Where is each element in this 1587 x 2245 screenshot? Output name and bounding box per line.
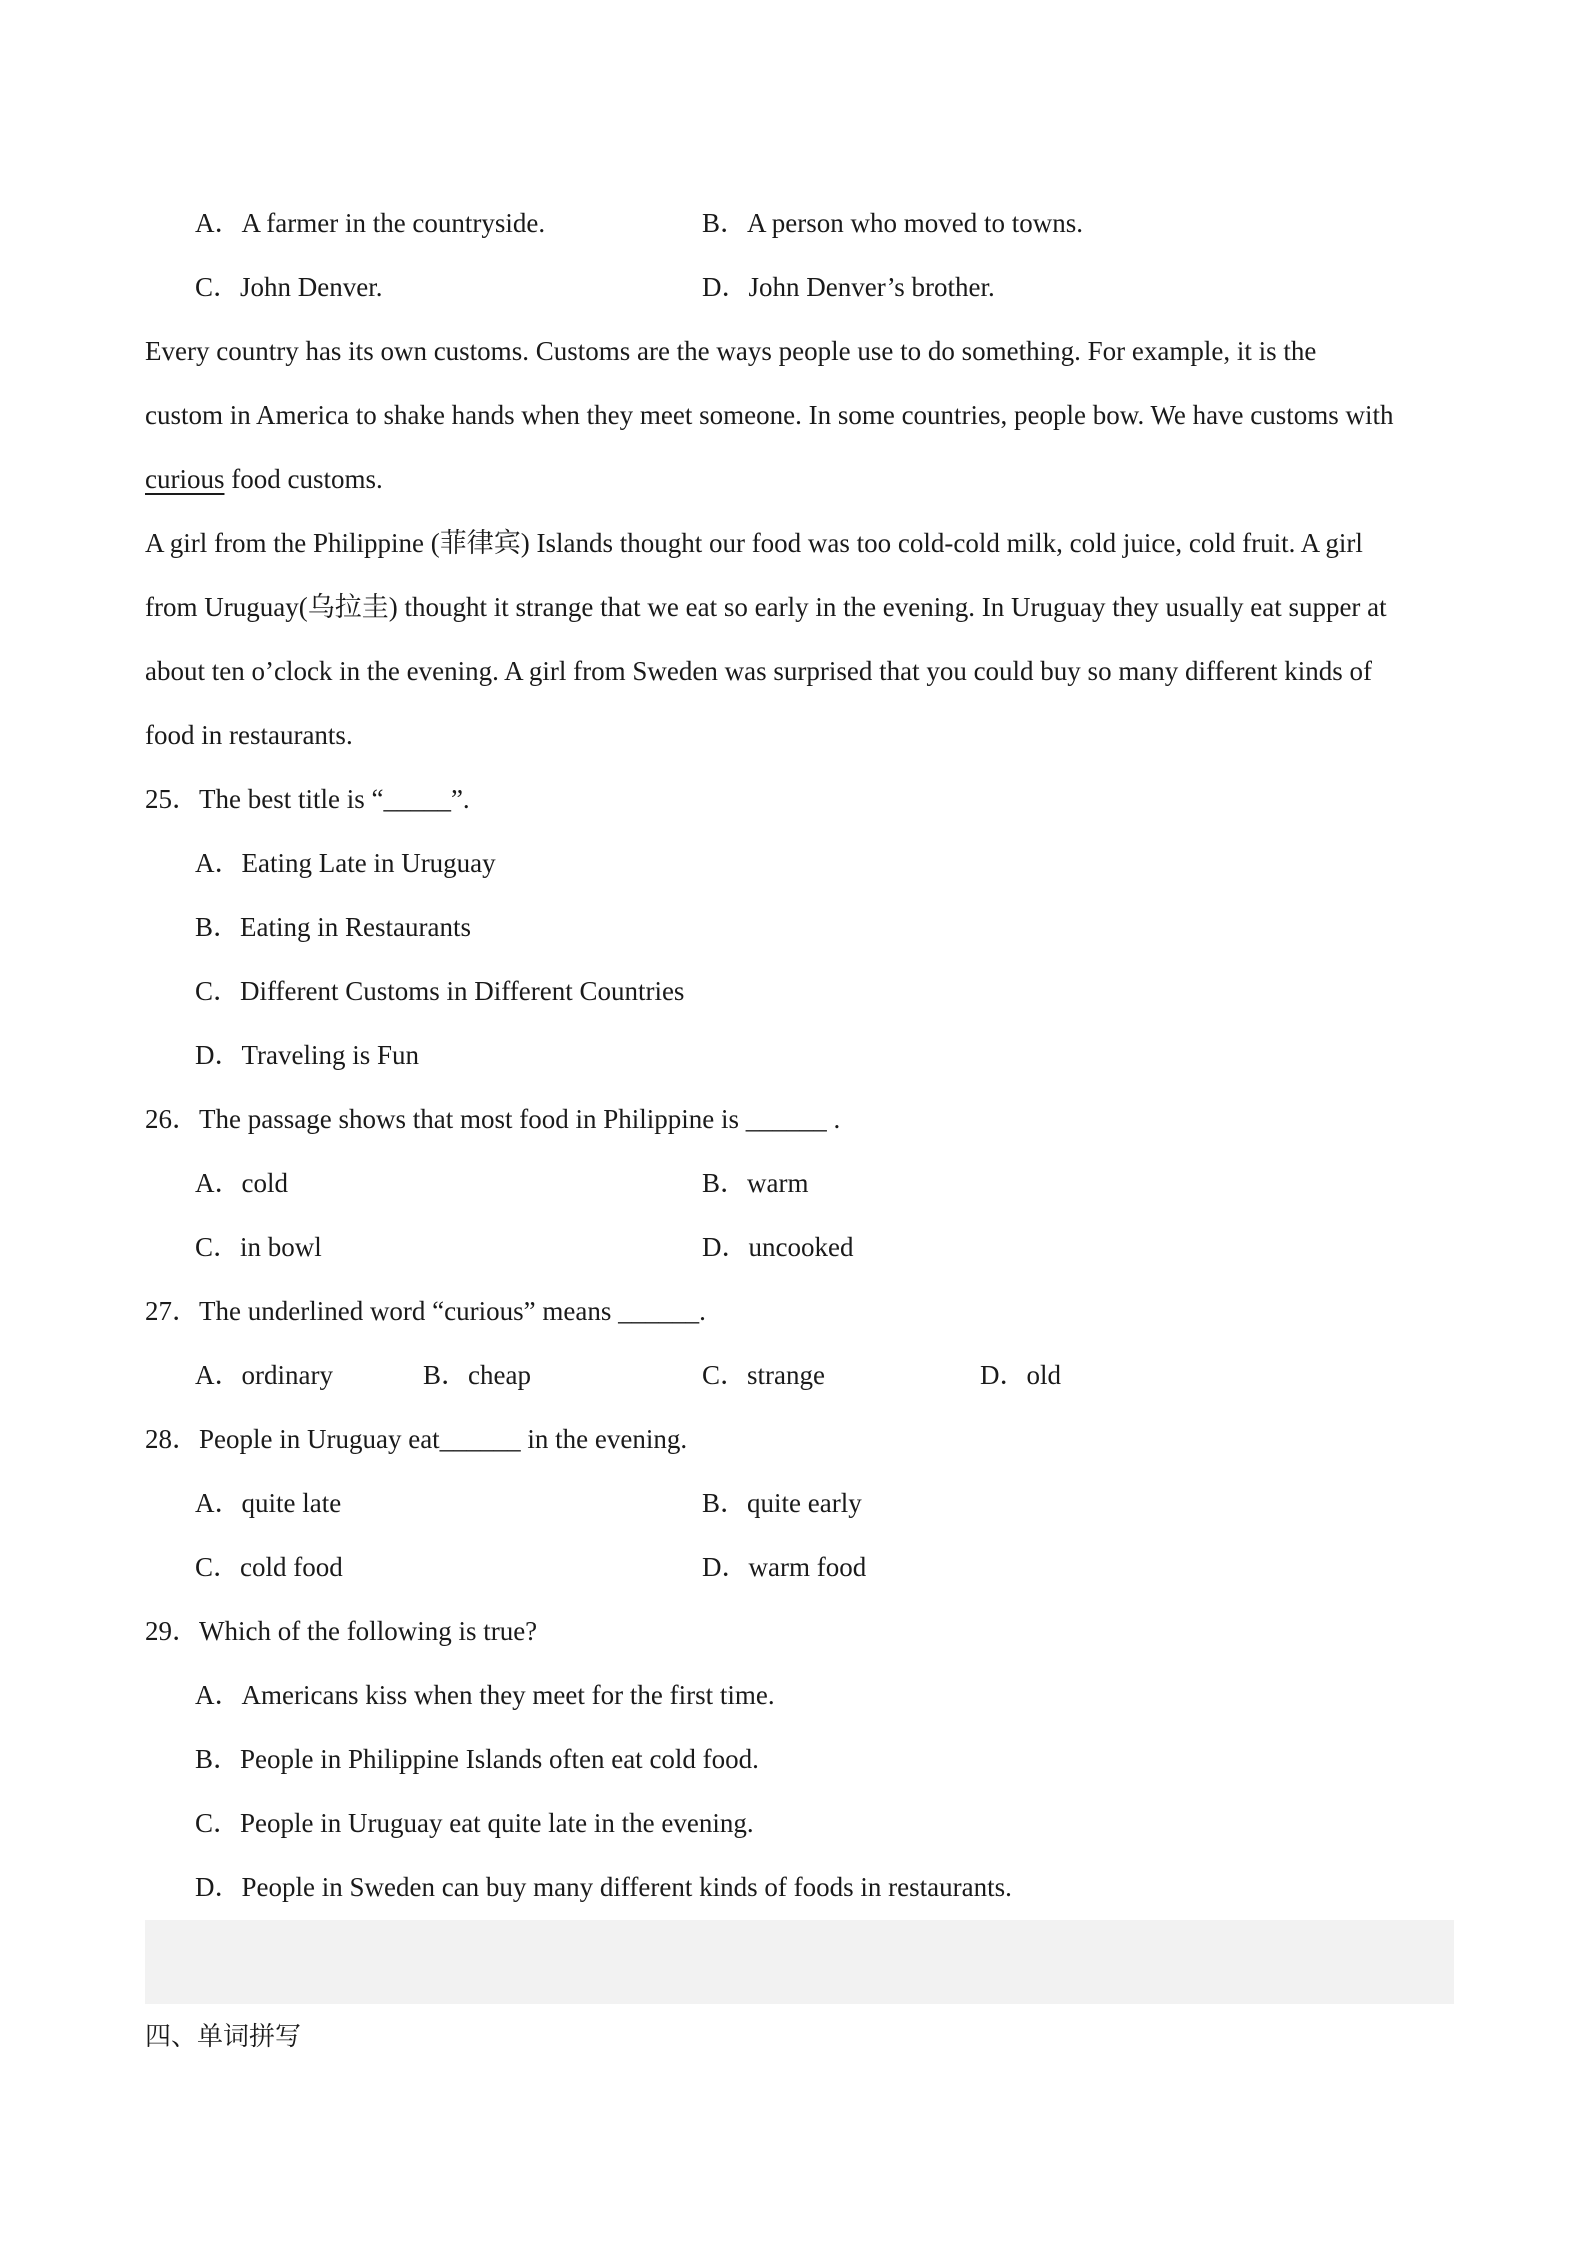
passage-paragraph2-line1: A girl from the Philippine (菲律宾) Islands thought our food was too cold-cold milk, cold juice, cold fruit. A girl [145, 528, 1363, 558]
passage-paragraph2-line3: about ten o’clock in the evening. A girl from Sweden was surprised that you could buy so many different kinds of [145, 656, 1373, 686]
q27-option-a: A．ordinary [195, 1360, 333, 1390]
q25-option-d: D．Traveling is Fun [195, 1040, 420, 1070]
q27-option-d: D．old [980, 1360, 1061, 1390]
q25-option-c: C．Different Customs in Different Countries [195, 976, 685, 1006]
q26-option-a: A．cold [195, 1168, 288, 1198]
q29-option-d: D．People in Sweden can buy many different kinds of foods in restaurants. [195, 1872, 1012, 1902]
passage-paragraph1-line3 [145, 462, 383, 496]
q26-stem: 26．The passage shows that most food in Philippine is ______ . [145, 1104, 841, 1134]
q29-option-a: A．Americans kiss when they meet for the first time. [195, 1680, 775, 1710]
passage-paragraph2-line2: from Uruguay(乌拉圭) thought it strange that we eat so early in the evening. In Uruguay they usually eat supper at [145, 592, 1387, 622]
q25-option-b: B．Eating in Restaurants [195, 912, 471, 942]
q28-option-d: D．warm food [702, 1552, 867, 1582]
q28-option-a: A．quite late [195, 1488, 342, 1518]
passage-paragraph2-line4: food in restaurants. [145, 720, 353, 750]
section-heading: 四、单词拼写 [145, 2022, 302, 2052]
q25-option-a: A．Eating Late in Uruguay [195, 848, 496, 878]
q29-option-c: C．People in Uruguay eat quite late in the evening. [195, 1808, 754, 1838]
q28-option-c: C．cold food [195, 1552, 343, 1582]
q24-option-d: D．John Denver’s brother. [702, 272, 995, 302]
q28-option-b: B．quite early [702, 1488, 862, 1518]
q29-stem: 29．Which of the following is true? [145, 1616, 538, 1646]
passage-paragraph1-line2: custom in America to shake hands when they meet someone. In some countries, people bow. We have customs with [145, 400, 1394, 430]
passage-paragraph1-line1: Every country has its own customs. Customs are the ways people use to do something. For example, it is the [145, 336, 1317, 366]
q26-option-b: B．warm [702, 1168, 809, 1198]
q27-option-c: C．strange [702, 1360, 825, 1390]
q24-option-b: B．A person who moved to towns. [702, 208, 1083, 238]
q24-option-c: C．John Denver. [195, 272, 383, 302]
q29-option-b: B．People in Philippine Islands often eat cold food. [195, 1744, 759, 1774]
underlined-word-curious: curious [145, 464, 225, 494]
q27-stem: 27．The underlined word “curious” means ______. [145, 1296, 706, 1326]
q27-option-b: B．cheap [423, 1360, 531, 1390]
q25-stem: 25．The best title is “_____”. [145, 784, 470, 814]
passage-paragraph1-line3-rest: food customs. [224, 464, 383, 494]
q26-option-c: C．in bowl [195, 1232, 322, 1262]
q26-option-d: D．uncooked [702, 1232, 854, 1262]
q28-stem: 28．People in Uruguay eat______ in the evening. [145, 1424, 688, 1454]
q24-option-a: A．A farmer in the countryside. [195, 208, 546, 238]
answer-box [145, 1920, 1454, 2004]
